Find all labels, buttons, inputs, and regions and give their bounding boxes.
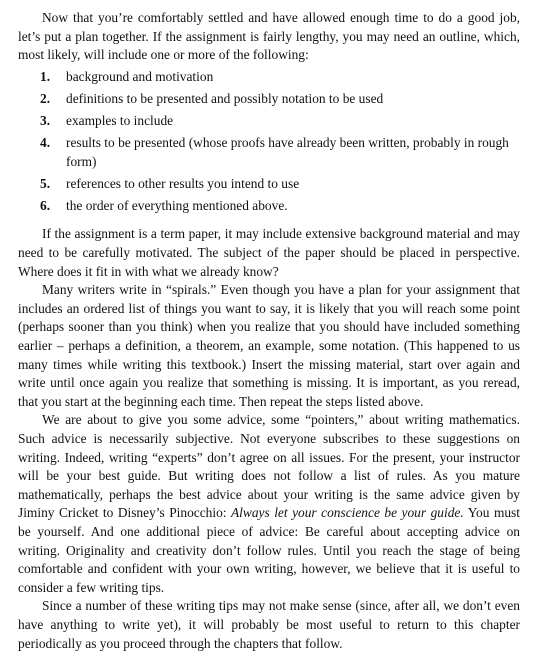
paragraph-plan-intro: Now that you’re comfortably settled and have allowed enough time to do a good job, let’s put a plan together. If the assignment is fairly lengthy, you may need an outline, which, most likely, will include one or more of the following: [18,10,520,63]
list-item-number: 4. [40,135,51,151]
list-item-text: results to be presented (whose proofs have already been written, probably in rough form) [66,135,509,169]
list-item-number: 3. [40,112,51,128]
list-item-text: examples to include [66,112,174,128]
list-item [40,134,520,171]
list-item-number: 2. [40,90,51,106]
paragraph-advice [18,411,520,597]
list-item [40,112,520,131]
list-item-text: background and motivation [66,68,214,84]
jiminy-cricket-quote: Always let your conscience be your guide. [231,505,464,521]
list-item [40,175,520,194]
list-item-number: 5. [40,175,51,191]
list-item-text: the order of everything mentioned above. [66,197,288,213]
paragraph-term-paper: If the assignment is a term paper, it may include extensive background material and may need to be carefully motivated. The subject of the paper should be placed in perspective. Where does it fit in with what we already know? [18,226,520,279]
list-item-text: definitions to be presented and possibly notation to be used [66,90,384,106]
list-item [40,197,520,216]
paragraph-writing-tips: Since a number of these writing tips may not make sense (since, after all, we don’t even have anything to write yet), it will probably be most useful to return to this chapter periodically as you proceed through the chapters that follow. [18,598,520,651]
advice-text-end: You must be yourself. And one additional piece of advice: Be careful about accepting advice on writing. Originality and creativity don’t follow rules. Until you reach the stage of being comfortable and confident with your own writing, however, we believe that it is useful to consider a few writing tips. [18,505,520,595]
list-item-number: 6. [40,197,51,213]
list-item-number: 1. [40,68,51,84]
advice-text-start: We are about to give you some advice, some “pointers,” about writing mathematics. Such advice is necessarily subjective. Not everyone subscribes to these suggestions on writing. Indeed, writing “experts” don’t agree on all issues. For the present, your instructor will be your best guide. But writing does not follow a list of rules. As you mature mathematically, perhaps the best advice about your writing is the same advice given by Jiminy Cricket to Disney’s Pinocchio: [18,412,520,521]
list-item-text: references to other results you intend to use [66,175,300,191]
paragraph-spirals: Many writers write in “spirals.” Even though you have a plan for your assignment that includes an ordered list of things you want to say, it is likely that you will reach some point (perhaps sooner than you think) when you realize that you should have included something earlier – perhaps a definition, a theorem, an example, some notation. (This happened to us many times while writing this textbook.) Insert the missing material, start over again and write until once again you realize that something is missing. It is important, as you reread, that you start at the beginning each time. Then repeat the steps listed above. [18,282,520,409]
outline-list [18,68,520,216]
list-item [40,68,520,87]
list-item [40,90,520,109]
